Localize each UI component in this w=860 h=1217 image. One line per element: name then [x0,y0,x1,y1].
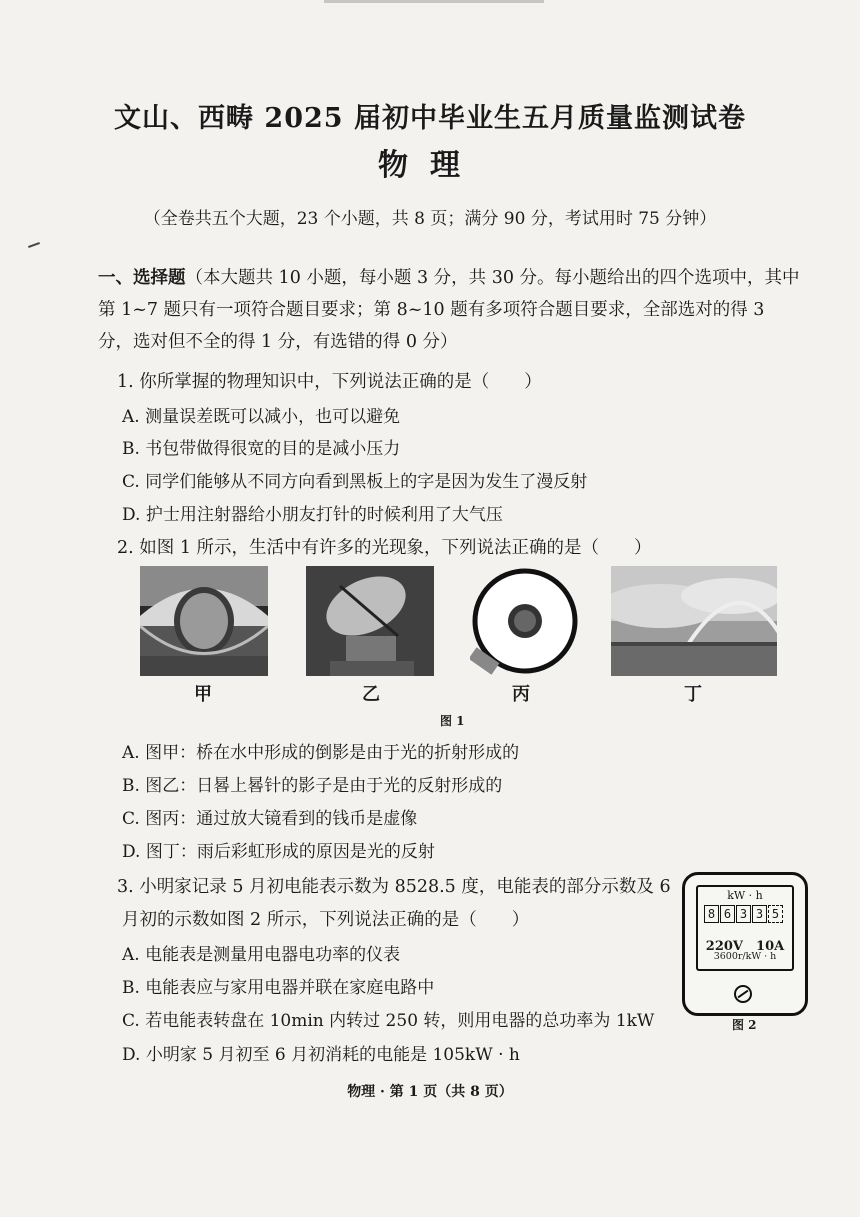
figure-1-caption: 图 1 [440,714,465,728]
page-footer: 物理 · 第 1 页（共 8 页） [347,1084,513,1100]
q3-option-d: D. 小明家 5 月初至 6 月初消耗的电能是 105kW · h [122,1045,520,1065]
q1-option-d: D. 护士用注射器给小朋友打针的时候利用了大气压 [122,505,503,525]
exam-note: （全卷共五个大题，23 个小题，共 8 页；满分 90 分，考试用时 75 分钟） [143,209,717,229]
meter-digits [704,905,784,923]
q1-option-c: C. 同学们能够从不同方向看到黑板上的字是因为发生了漫反射 [122,472,588,492]
subject-title: 物理 [378,148,482,183]
meter-digit-decimal: 5 [768,905,783,923]
figure-label-jia: 甲 [194,684,212,705]
q2-option-d: D. 图丁：雨后彩虹形成的原因是光的反射 [122,842,435,862]
meter-digit: 6 [720,905,735,923]
section-instructions: （本大题共 10 小题，每小题 3 分，共 30 分。每小题给出的四个选项中，其中第 1~7 题只有一项符合题目要求；第 8~10 题有多项符合题目要求，全部选对的得 3 分，选对但不全的得 1 分，有选错的得 0 分） [98,268,800,352]
exam-title: 文山、西畴 2025 届初中毕业生五月质量监测试卷 [114,103,746,134]
meter-constant: 3600r/kW · h [713,951,777,962]
meter-display-panel [696,885,794,971]
q2-option-b: B. 图乙：日晷上晷针的影子是由于光的反射形成的 [122,776,503,796]
meter-digit: 3 [736,905,751,923]
q3-option-c: C. 若电能表转盘在 10min 内转过 250 转，则用电器的总功率为 1kW [122,1011,655,1031]
figure-magnifier [470,566,580,676]
section-1-intro [98,262,802,358]
figure-label-bing: 丙 [512,684,530,705]
figure-label-ding: 丁 [684,684,702,705]
figure-rainbow [611,566,777,676]
figure-2-caption: 图 2 [732,1018,757,1032]
meter-digit: 8 [704,905,719,923]
q3-option-b: B. 电能表应与家用电器并联在家庭电路中 [122,978,435,998]
q1-option-a: A. 测量误差既可以减小，也可以避免 [122,407,401,427]
q2-option-c: C. 图丙：通过放大镜看到的钱币是虚像 [122,809,418,829]
electricity-meter [682,872,808,1016]
meter-unit: kW · h [727,889,763,902]
meter-digit: 3 [752,905,767,923]
q2-stem: 2. 如图 1 所示，生活中有许多的光现象，下列说法正确的是（ ） [117,538,652,558]
q3-stem-line2: 月初的示数如图 2 所示，下列说法正确的是（ ） [122,910,530,930]
figure-label-yi: 乙 [362,684,380,705]
scan-artifact [324,0,544,3]
meter-rating: 220V 10A [705,939,785,954]
scan-mark [28,242,40,248]
meter-screw-icon [734,985,752,1003]
figure-sundial [306,566,434,676]
q2-option-a: A. 图甲：桥在水中形成的倒影是由于光的折射形成的 [122,743,520,763]
q3-option-a: A. 电能表是测量用电器电功率的仪表 [122,945,401,965]
section-heading: 一、选择题 [98,268,186,288]
q3-stem-line1: 3. 小明家记录 5 月初电能表示数为 8528.5 度，电能表的部分示数及 6 [117,877,671,897]
figure-bridge-reflection [140,566,268,676]
q1-option-b: B. 书包带做得很宽的目的是减小压力 [122,439,401,459]
q1-stem: 1. 你所掌握的物理知识中，下列说法正确的是（ ） [117,372,542,392]
